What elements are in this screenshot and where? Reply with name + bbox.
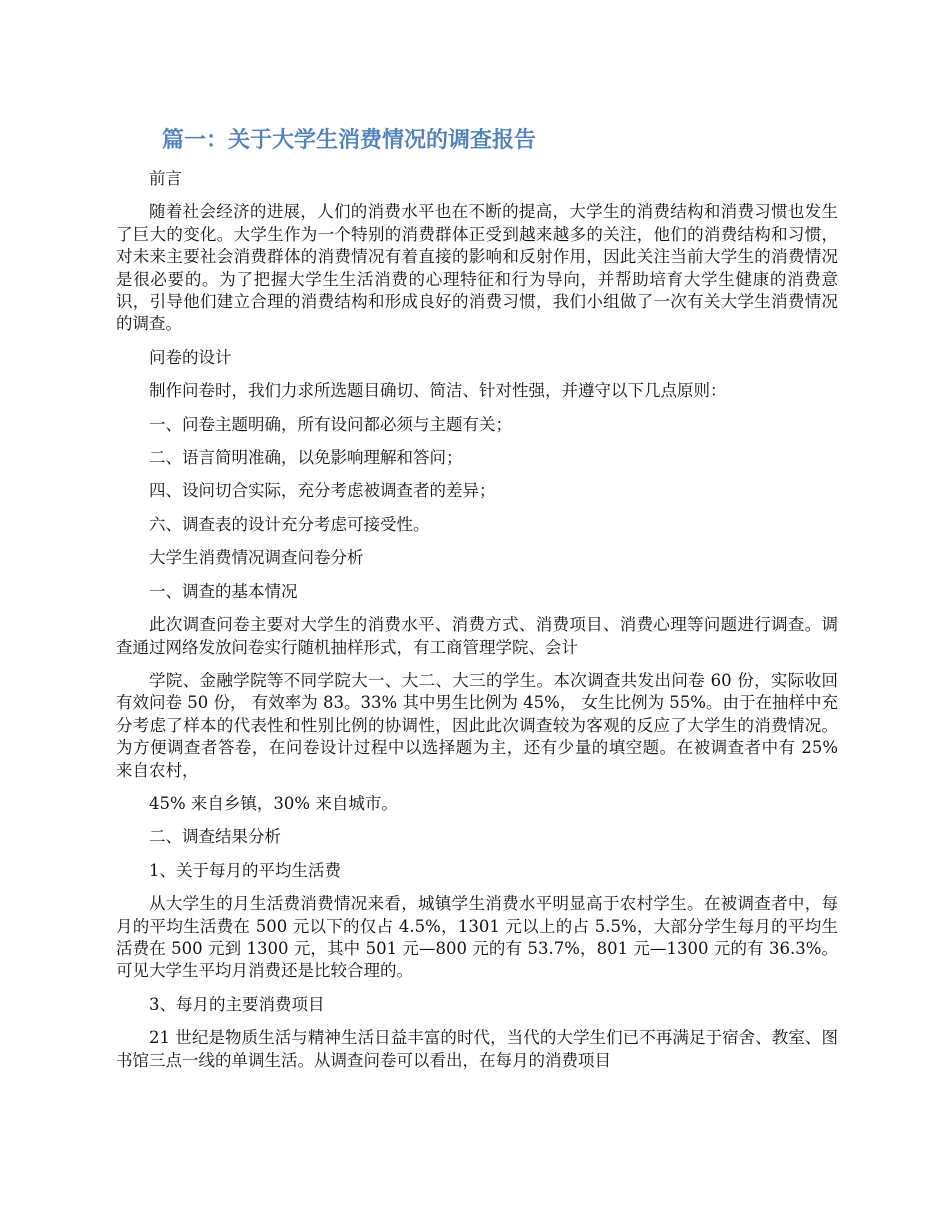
- paragraph-intro: 随着社会经济的进展，人们的消费水平也在不断的提高，大学生的消费结构和消费习惯也发生了巨大的变化。大学生作为一个特别的消费群体正受到越来越多的关注，他们的消费结构和习惯，对未来主要社会消费群体的消费情况有着直接的影响和反射作用，因此关注当前大学生的消费情况是很必要的。为了把握大学生生活消费的心理特征和行为导向，并帮助培育大学生健康的消费意识，引导他们建立合理的消费结构和形成良好的消费习惯，我们小组做了一次有关大学生消费情况的调查。: [116, 202, 838, 334]
- paragraph-survey-origin: 45% 来自乡镇，30% 来自城市。: [149, 793, 398, 813]
- heading-monthly-living-cost: 1、关于每月的平均生活费: [149, 860, 341, 880]
- heading-main-consumption-items: 3、每月的主要消费项目: [149, 994, 325, 1014]
- document-title: 篇一：关于大学生消费情况的调查报告: [162, 128, 537, 153]
- paragraph-main-consumption-items: 21 世纪是物质生活与精神生活日益丰富的时代，当代的大学生们已不再满足于宿舍、教室、图书馆三点一线的单调生活。从调查问卷可以看出，在每月的消费项目: [116, 1028, 838, 1070]
- heading-results-analysis: 二、调查结果分析: [149, 827, 281, 847]
- document-body: [116, 168, 838, 1080]
- list-item-principle: 六、调查表的设计充分考虑可接受性。: [149, 514, 430, 534]
- list-item-principle: 一、问卷主题明确，所有设问都必须与主题有关；: [149, 414, 512, 434]
- list-item-principle: 二、语言简明准确，以免影响理解和答问；: [149, 448, 463, 468]
- heading-basic-situation: 一、调查的基本情况: [149, 581, 298, 601]
- heading-questionnaire-design: 问卷的设计: [149, 347, 232, 367]
- heading-preface: 前言: [149, 169, 182, 188]
- paragraph-survey-sample: 学院、金融学院等不同学院大一、大二、大三的学生。本次调查共发出问卷 60 份，实际收回有效问卷 50 份， 有效率为 83。33% 其中男生比例为 45%， 女生比例为 55%。由于在抽样中充分考虑了样本的代表性和性别比例的协调性，因此此次调查较为客观的反应了大学生的消费情况。为方便调查者答卷，在问卷设计过程中以选择题为主，还有少量的填空题。在被调查者中有 25% 来自农村，: [116, 670, 838, 780]
- heading-questionnaire-analysis: 大学生消费情况调查问卷分析: [149, 548, 364, 568]
- paragraph-survey-scope: 此次调查问卷主要对大学生的消费水平、消费方式、消费项目、消费心理等问题进行调查。调查通过网络发放问卷实行随机抽样形式，有工商管理学院、会计: [116, 615, 838, 657]
- paragraph-design-principles: 制作问卷时，我们力求所选题目确切、简洁、针对性强，并遵守以下几点原则：: [149, 381, 727, 401]
- paragraph-monthly-living-cost: 从大学生的月生活费消费情况来看，城镇学生消费水平明显高于农村学生。在被调查者中，每月的平均生活费在 500 元以下的仅占 4.5%，1301 元以上的占 5.5%，大部分学生每月的平均生活费在 500 元到 1300 元，其中 501 元—800 元的有 53.7%，801 元—1300 元的有 36.3%。可见大学生平均月消费还是比较合理的。: [116, 894, 838, 981]
- list-item-principle: 四、设问切合实际，充分考虑被调查者的差异；: [149, 481, 496, 501]
